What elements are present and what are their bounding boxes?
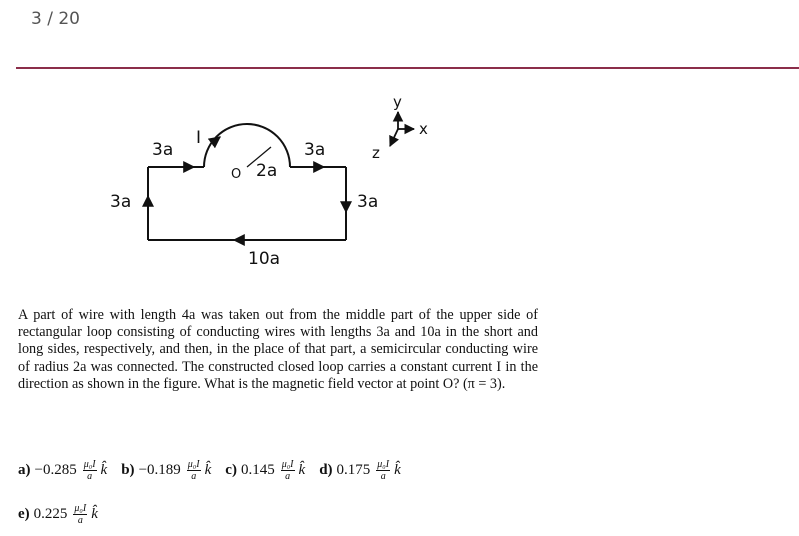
fraction-denominator: a [380,470,386,482]
answer-row-2 [18,492,415,536]
fraction-denominator: a [77,514,83,526]
fraction-numerator: μ₀I [281,458,294,470]
question-paragraph: A part of wire with length 4a was taken out from the middle part of the upper side of rectangular loop consisting of conducting wires with lengths 3a and 10a in the short and long sides, respectively, and then, in the place of that part, a semicircular conducting wire of radius 2a was connected. The constructed closed loop carries a constant current I in the direction as shown in the figure. What is the magnetic field vector at point O? (π = 3). [18,307,538,392]
axes-indicator [390,112,414,146]
unit-vector: k̂ [298,461,306,478]
fraction-denominator: a [285,470,291,482]
label-top-right: 3a [304,140,326,160]
label-top-left: 3a [152,140,174,160]
label-bottom: 10a [248,249,281,269]
fraction-numerator: μ₀I [187,458,200,470]
fraction-denominator: a [191,470,197,482]
label-left-side: 3a [110,192,132,212]
label-current: I [196,128,202,148]
fraction-numerator: μ₀I [74,502,87,514]
answer-value: 0.225 [33,505,68,522]
unit-vector: k̂ [100,461,108,478]
fraction-numerator: μ₀I [377,458,390,470]
answer-fraction [376,459,390,482]
axis-label-z: z [372,144,380,162]
question-text [18,307,538,393]
axis-label-x: x [419,120,428,138]
answer-value: 0.175 [336,461,371,478]
answer-fraction [281,459,295,482]
answer-b[interactable] [121,459,211,482]
label-right-side: 3a [357,192,379,212]
answer-value: 0.145 [240,461,275,478]
answer-label: b) [121,461,135,478]
answer-value: −0.285 [34,461,77,478]
answer-row-1 [18,448,415,492]
page-counter: 3 / 20 [31,9,80,29]
answer-fraction [73,503,87,526]
answer-fraction [187,459,201,482]
unit-vector: k̂ [204,461,212,478]
axis-label-y: y [393,93,402,111]
fraction-numerator: μ₀I [83,458,96,470]
answer-label: e) [18,505,30,522]
label-center-point: O [231,167,242,182]
answer-options [18,448,415,536]
answer-label: d) [319,461,333,478]
answer-e[interactable] [18,503,98,526]
answer-a[interactable] [18,459,107,482]
answer-label: c) [225,461,237,478]
answer-value: −0.189 [138,461,181,478]
answer-label: a) [18,461,31,478]
fraction-denominator: a [87,470,93,482]
unit-vector: k̂ [91,505,98,522]
unit-vector: k̂ [394,461,401,478]
answer-d[interactable] [319,459,401,482]
answer-c[interactable] [225,459,305,482]
label-radius: 2a [256,161,278,181]
answer-fraction [83,459,97,482]
